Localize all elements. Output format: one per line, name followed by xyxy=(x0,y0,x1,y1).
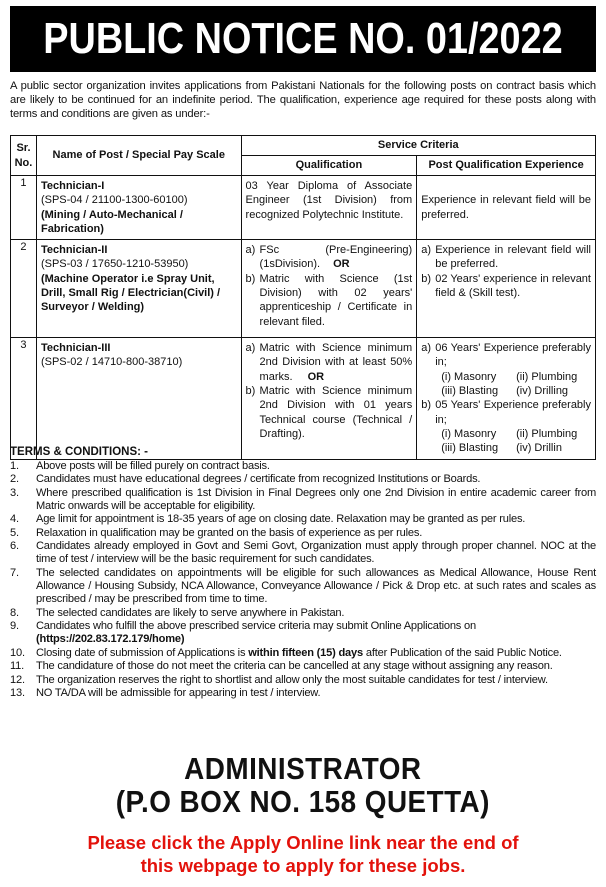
post-detail: (Mining / Auto-Mechanical / Fabrication) xyxy=(40,208,183,235)
skill-list xyxy=(435,370,591,399)
term-item: 9. Candidates who fulfill the above prescribed service criteria may submit Online Applications on (https://202.83.172.179/home) xyxy=(10,620,476,646)
experience-option-a: a) Experience in relevant field will be preferred. xyxy=(421,244,591,271)
term-item: 8. The selected candidates are likely to serve anywhere in Pakistan. xyxy=(10,606,345,619)
terms-heading: TERMS & CONDITIONS: - xyxy=(10,446,148,458)
term-item: 5. Relaxation in qualification may be granted on the basis of experience as per rules. xyxy=(10,526,423,539)
post-scale: (SPS-02 / 14710-800-38710) xyxy=(40,356,183,369)
post-detail: (Machine Operator i.e Spray Unit, Drill, Small Rig / Electrician(Civil) / Surveyor / Welding) xyxy=(40,272,221,314)
skill-item: (iv) Drilling xyxy=(516,385,569,398)
post-title: Technician-I xyxy=(40,180,105,192)
term-item: 7. The selected candidates on appointments will be eligible for such allowances as Medical Allowance, House Rent Allowance / Housing Subsidy, NCA Allowance, Conveyance Allowance / Pick & Drop etc. at such rates and scales as prescribed / may be prescribed from time to time. xyxy=(10,566,596,606)
header-name: Name of Post / Special Pay Scale xyxy=(36,136,241,176)
notice-title: PUBLIC NOTICE NO. 01/2022 xyxy=(43,14,563,63)
posts-table xyxy=(10,135,596,460)
row-sr: 2 xyxy=(11,240,37,338)
header-service-criteria: Service Criteria xyxy=(241,136,595,156)
skill-item: (iii) Blasting xyxy=(441,385,499,398)
term-item: 2. Candidates must have educational degrees / certificate from recognized Institutions or Boards. xyxy=(10,473,481,486)
experience-cell xyxy=(417,240,596,338)
table-row xyxy=(11,240,596,338)
qualification-option-b: b) Matric with Science (1st Division) with 02 years' apprenticeship / Certificate in relevant filed. xyxy=(245,272,413,328)
skill-item: (iii) Blasting xyxy=(441,442,499,455)
skill-item: (ii) Plumbing xyxy=(516,370,578,383)
term-item: 6. Candidates already employed in Govt and Semi Govt, Organization must apply through proper channel. NOC at the time of test / interview will be the basic requirement for such candidates. xyxy=(10,540,596,566)
table-row xyxy=(11,338,596,459)
term-item: 4. Age limit for appointment is 18-35 years of age on closing date. Relaxation may be granted as per rules. xyxy=(10,513,526,526)
apply-online-link[interactable]: (https://202.83.172.179/home) xyxy=(36,633,185,646)
apply-online-notice: Please click the Apply Online link near the end of this webpage to apply for these jobs. xyxy=(87,832,519,876)
experience-option-b: b) 02 Years' experience in relevant field & (Skill test). xyxy=(421,272,591,300)
intro-paragraph: A public sector organization invites applications from Pakistani Nationals for the following posts on contract basis which are likely to be continued for an indefinite period. The qualification, experience age required for these posts along with terms and conditions are given as under:- xyxy=(10,80,596,121)
post-name-cell xyxy=(36,338,241,459)
experience-cell xyxy=(417,338,596,459)
term-item: 10. Closing date of submission of Applications is within fifteen (15) days after Publication of the said Public Notice. xyxy=(10,646,562,659)
qualification-cell xyxy=(241,240,417,338)
post-scale: (SPS-04 / 21100-1300-60100) xyxy=(40,194,188,207)
experience-option-b: b) 05 Years' Experience preferably in; (i) Masonry (ii) Plumbing (iii) Blasting (iv) Drillin xyxy=(421,399,591,455)
qualification-option-a: a) Matric with Science minimum 2nd Division with at least 50% marks. OR xyxy=(245,342,413,383)
term-item: 1. Above posts will be filled purely on contract basis. xyxy=(10,460,270,472)
skill-item: (i) Masonry xyxy=(441,427,497,440)
table-header-row xyxy=(11,136,596,156)
post-title: Technician-III xyxy=(40,342,111,355)
row-sr: 3 xyxy=(11,338,37,459)
header-sr: Sr. No. xyxy=(11,136,37,176)
skill-item: (iv) Drillin xyxy=(516,442,562,455)
term-item: 3. Where prescribed qualification is 1st Division in Final Degrees only one 2nd Division in entire academic career from Matric onwards will be acceptable for eligibility. xyxy=(10,486,596,513)
qualification-option-a: a) FSc (Pre-Engineering) (1sDivision). OR xyxy=(245,244,413,271)
term-item: 12. The organization reserves the right to shortlist and allow only the most suitable candidates for test / interview. xyxy=(10,673,548,686)
term-item: 13. NO TA/DA will be admissible for appearing in test / interview. xyxy=(10,686,321,699)
post-name-cell xyxy=(36,176,241,240)
skill-item: (i) Masonry xyxy=(441,370,497,383)
post-scale: (SPS-03 / 17650-1210-53950) xyxy=(40,258,189,271)
qualification-cell: 03 Year Diploma of Associate Engineer (1st Division) from recognized Polytechnic Institute. xyxy=(241,176,417,240)
post-title: Technician-II xyxy=(40,244,108,257)
experience-option-a: a) 06 Years' Experience preferably in; (i) Masonry (ii) Plumbing (iii) Blasting (iv) Drilling xyxy=(421,342,591,398)
post-name-cell xyxy=(36,240,241,338)
experience-cell: Experience in relevant field will be preferred. xyxy=(417,176,596,240)
header-qualification: Qualification xyxy=(241,156,417,176)
administrator-title: ADMINISTRATOR xyxy=(184,751,422,786)
notice-title-banner xyxy=(10,6,596,72)
term-item: 11. The candidature of those do not meet the criteria can be cancelled at any stage without assigning any reason. xyxy=(10,660,553,673)
terms-list xyxy=(10,460,596,700)
skill-list xyxy=(435,427,591,456)
row-sr: 1 xyxy=(11,176,37,240)
table-row xyxy=(11,176,596,240)
qualification-option-b: b) Matric with Science minimum 2nd Division with 01 years Technical course (Technical / Drafting). xyxy=(245,385,413,440)
header-experience: Post Qualification Experience xyxy=(417,156,596,176)
qualification-cell xyxy=(241,338,417,459)
administrator-address: (P.O BOX NO. 158 QUETTA) xyxy=(115,784,491,819)
skill-item: (ii) Plumbing xyxy=(516,427,578,440)
